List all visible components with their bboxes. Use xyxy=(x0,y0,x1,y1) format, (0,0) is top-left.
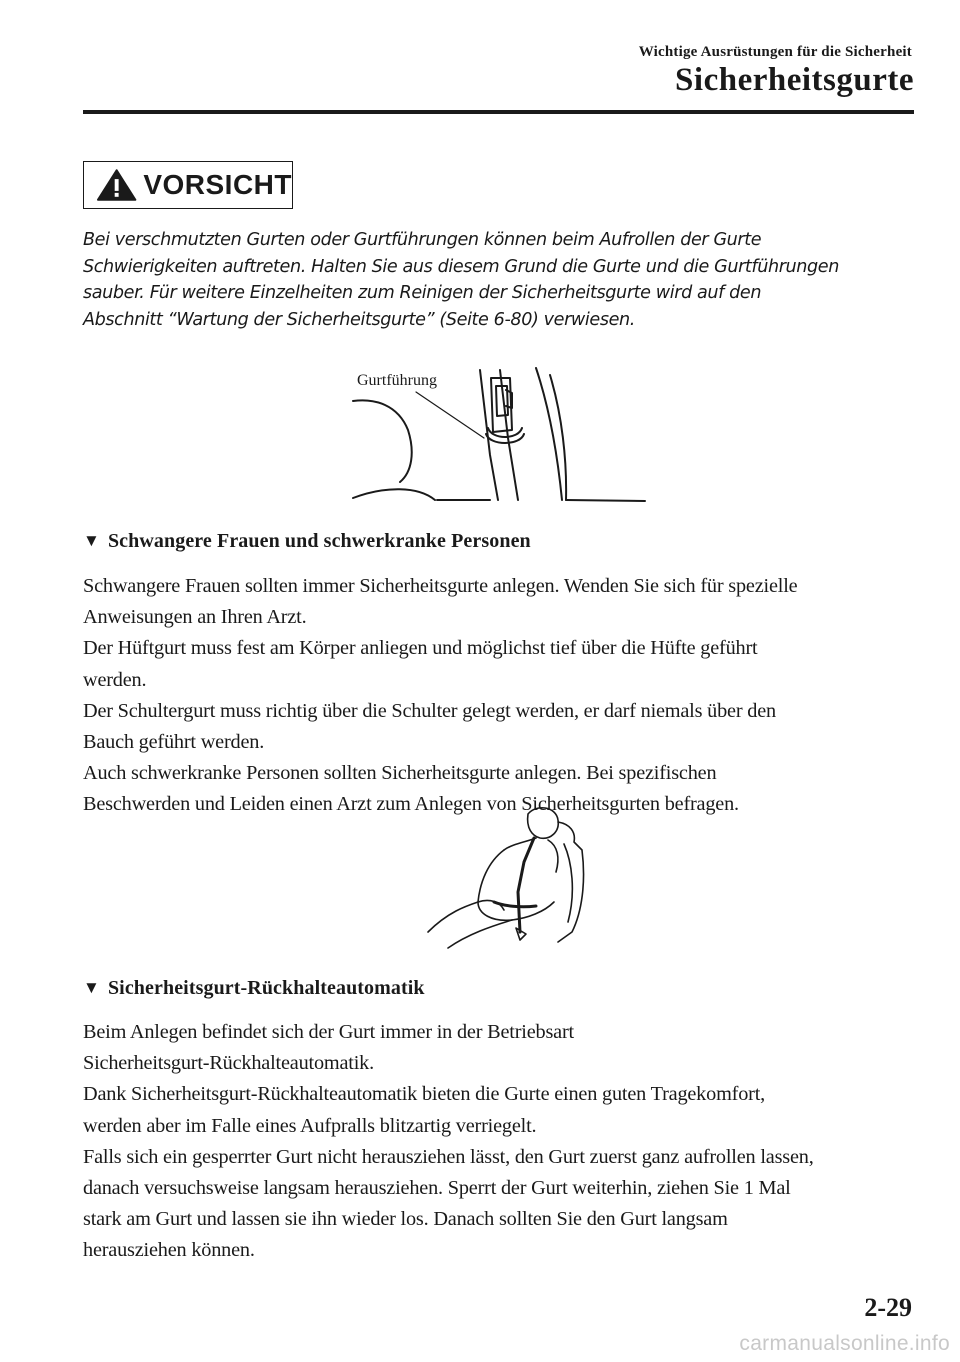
triangle-marker-icon: ▼ xyxy=(83,978,100,997)
section-body-retractor xyxy=(83,1017,923,1267)
page-title: Sicherheitsgurte xyxy=(675,62,914,98)
body-line: Sicherheitsgurt-Rückhalteautomatik. xyxy=(83,1052,374,1075)
warning-icon xyxy=(96,168,137,202)
header-rule xyxy=(83,110,914,114)
body-line: werden. xyxy=(83,668,147,691)
body-line: Schwangere Frauen sollten immer Sicherheitsgurte anlegen. Wenden Sie sich für spezielle xyxy=(83,575,798,597)
caution-line: sauber. Für weitere Einzelheiten zum Reinigen der Sicherheitsgurte wird auf den xyxy=(83,283,762,303)
body-line: Bauch geführt werden. xyxy=(83,731,265,754)
section-heading-text: Sicherheitsgurt-Rückhalteautomatik xyxy=(107,977,425,999)
body-line: Auch schwerkranke Personen sollten Sicherheitsgurte anlegen. Bei spezifischen xyxy=(83,762,717,785)
watermark: carmanualsonline.info xyxy=(739,1332,950,1355)
body-line: Der Hüftgurt muss fest am Körper anliegen und möglichst tief über die Hüfte geführt xyxy=(83,637,758,660)
triangle-marker-icon: ▼ xyxy=(83,531,100,550)
section-heading-pregnant xyxy=(83,530,531,553)
page-number: 2-29 xyxy=(864,1293,912,1322)
body-line: Der Schultergurt muss richtig über die Schulter gelegt werden, er darf niemals über den xyxy=(83,699,776,722)
body-line: herausziehen können. xyxy=(83,1239,255,1262)
header-section-label: Wichtige Ausrüstungen für die Sicherheit xyxy=(638,44,912,60)
belt-guide-label: Gurtführung xyxy=(357,372,437,389)
caution-line: Bei verschmutzten Gurten oder Gurtführungen können beim Aufrollen der Gurte xyxy=(83,230,762,250)
body-line: Beim Anlegen befindet sich der Gurt immer in der Betriebsart xyxy=(83,1021,574,1043)
caution-line: Abschnitt “Wartung der Sicherheitsgurte” (Seite 6-80) verwiesen. xyxy=(83,309,635,330)
caution-label: VORSICHT xyxy=(143,169,292,200)
pregnant-woman-seatbelt-illustration xyxy=(408,802,594,952)
body-line: danach versuchsweise langsam herausziehen. Sperrt der Gurt weiterhin, ziehen Sie 1 Mal xyxy=(83,1177,791,1200)
caution-text xyxy=(83,227,913,333)
body-line: Falls sich ein gesperrter Gurt nicht herausziehen lässt, den Gurt zuerst ganz aufrollen lassen, xyxy=(83,1145,814,1168)
body-line: Anweisungen an Ihren Arzt. xyxy=(83,606,307,629)
caution-box xyxy=(83,161,293,209)
body-line: Dank Sicherheitsgurt-Rückhalteautomatik bieten die Gurte einen guten Tragekomfort, xyxy=(83,1083,765,1106)
section-heading-retractor xyxy=(83,977,425,1000)
section-heading-text: Schwangere Frauen und schwerkranke Personen xyxy=(107,530,531,552)
body-line: Beschwerden und Leiden einen Arzt zum Anlegen von Sicherheitsgurten befragen. xyxy=(83,793,739,816)
section-body-pregnant xyxy=(83,571,923,821)
body-line: werden aber im Falle eines Aufpralls blitzartig verriegelt. xyxy=(83,1114,537,1137)
body-line: stark am Gurt und lassen sie ihn wieder los. Danach sollten Sie den Gurt langsam xyxy=(83,1208,728,1231)
caution-line: Schwierigkeiten auftreten. Halten Sie aus diesem Grund die Gurte und die Gurtführungen xyxy=(83,256,839,277)
